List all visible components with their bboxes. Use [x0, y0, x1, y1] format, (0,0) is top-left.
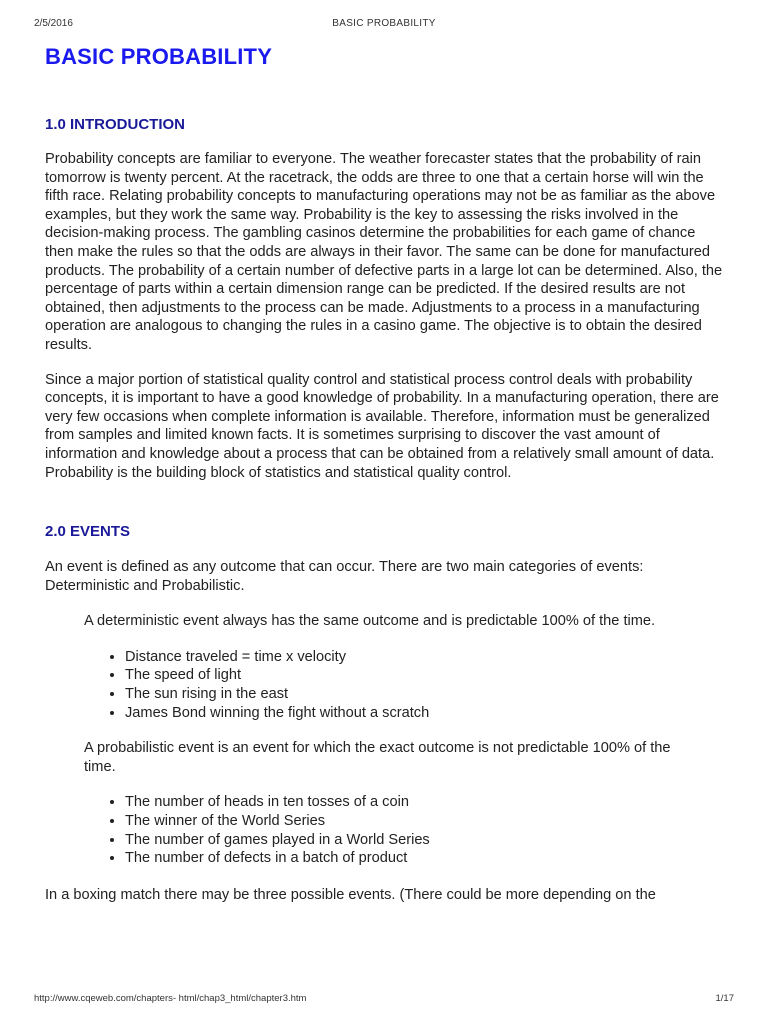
list-item: • The number of defects in a batch of product — [125, 849, 725, 868]
boxing-paragraph: In a boxing match there may be three possible events. (There could be more depending on the — [45, 886, 656, 903]
print-footer — [34, 993, 734, 1007]
section-heading-events: 2.0 EVENTS — [45, 523, 131, 541]
intro-paragraph-2: Since a major portion of statistical quality control and statistical process control deals with probability concepts, it is important to have a good knowledge of probability. In a manufacturing operation, there are very few occasions when complete information is available. Therefore, information must be generalized from samples and limited known facts. It is sometimes surprising to discover the vast amount of information and knowledge about a process that can be obtained from a relatively small amount of data. Probability is the building block of statistics and statistical quality control. — [45, 371, 719, 481]
print-date: 2/5/2016 — [34, 18, 73, 29]
print-title: BASIC PROBABILITY — [332, 18, 436, 29]
intro-paragraph-1: Probability concepts are familiar to everyone. The weather forecaster states that the probability of rain tomorrow is twenty percent. At the racetrack, the odds are three to one that a certain horse will win the fifth race. Relating probability concepts to manufacturing operations may not be as familiar as the above examples, but they work the same way. Probability is the key to assessing the risks involved in the decision-making process. The gambling casinos determine the probabilities for each game of chance then make the rules so that the odds are always in their favor. The same can be done for manufactured products. The probability of a certain number of defective parts in a large lot can be determined. Also, the percentage of parts within a certain dimension range can be predicted. If the desired results are not obtained, then adjustments to the process can be made. Adjustments to a process in a manufacturing operation are analogous to changing the rules in a casino game. The objective is to obtain the desired results. — [45, 151, 723, 353]
source-url: http://www.cqeweb.com/chapters- html/chap3_html/chapter3.htm — [34, 993, 307, 1004]
document-body — [45, 44, 725, 904]
list-item: • The number of games played in a World Series — [125, 831, 725, 850]
print-header — [34, 18, 734, 32]
list-item: • The speed of light — [125, 666, 725, 685]
probabilistic-examples-list — [45, 793, 725, 867]
page-number: 1/17 — [715, 993, 734, 1004]
deterministic-examples-list — [45, 648, 725, 722]
deterministic-definition: A deterministic event always has the same outcome and is predictable 100% of the time. — [84, 613, 656, 630]
section-heading-introduction: 1.0 INTRODUCTION — [45, 116, 186, 133]
list-item: • James Bond winning the fight without a scratch — [125, 704, 725, 723]
list-item: • The number of heads in ten tosses of a coin — [125, 793, 725, 812]
events-intro-paragraph: An event is defined as any outcome that can occur. There are two main categories of events: Deterministic and Probabilistic. — [45, 559, 644, 594]
list-item: • Distance traveled = time x velocity — [125, 648, 725, 667]
page-title: BASIC PROBABILITY — [45, 44, 273, 69]
probabilistic-definition: A probabilistic event is an event for which the exact outcome is not predictable 100% of the time. — [84, 740, 671, 775]
list-item: • The sun rising in the east — [125, 685, 725, 704]
list-item: • The winner of the World Series — [125, 812, 725, 831]
